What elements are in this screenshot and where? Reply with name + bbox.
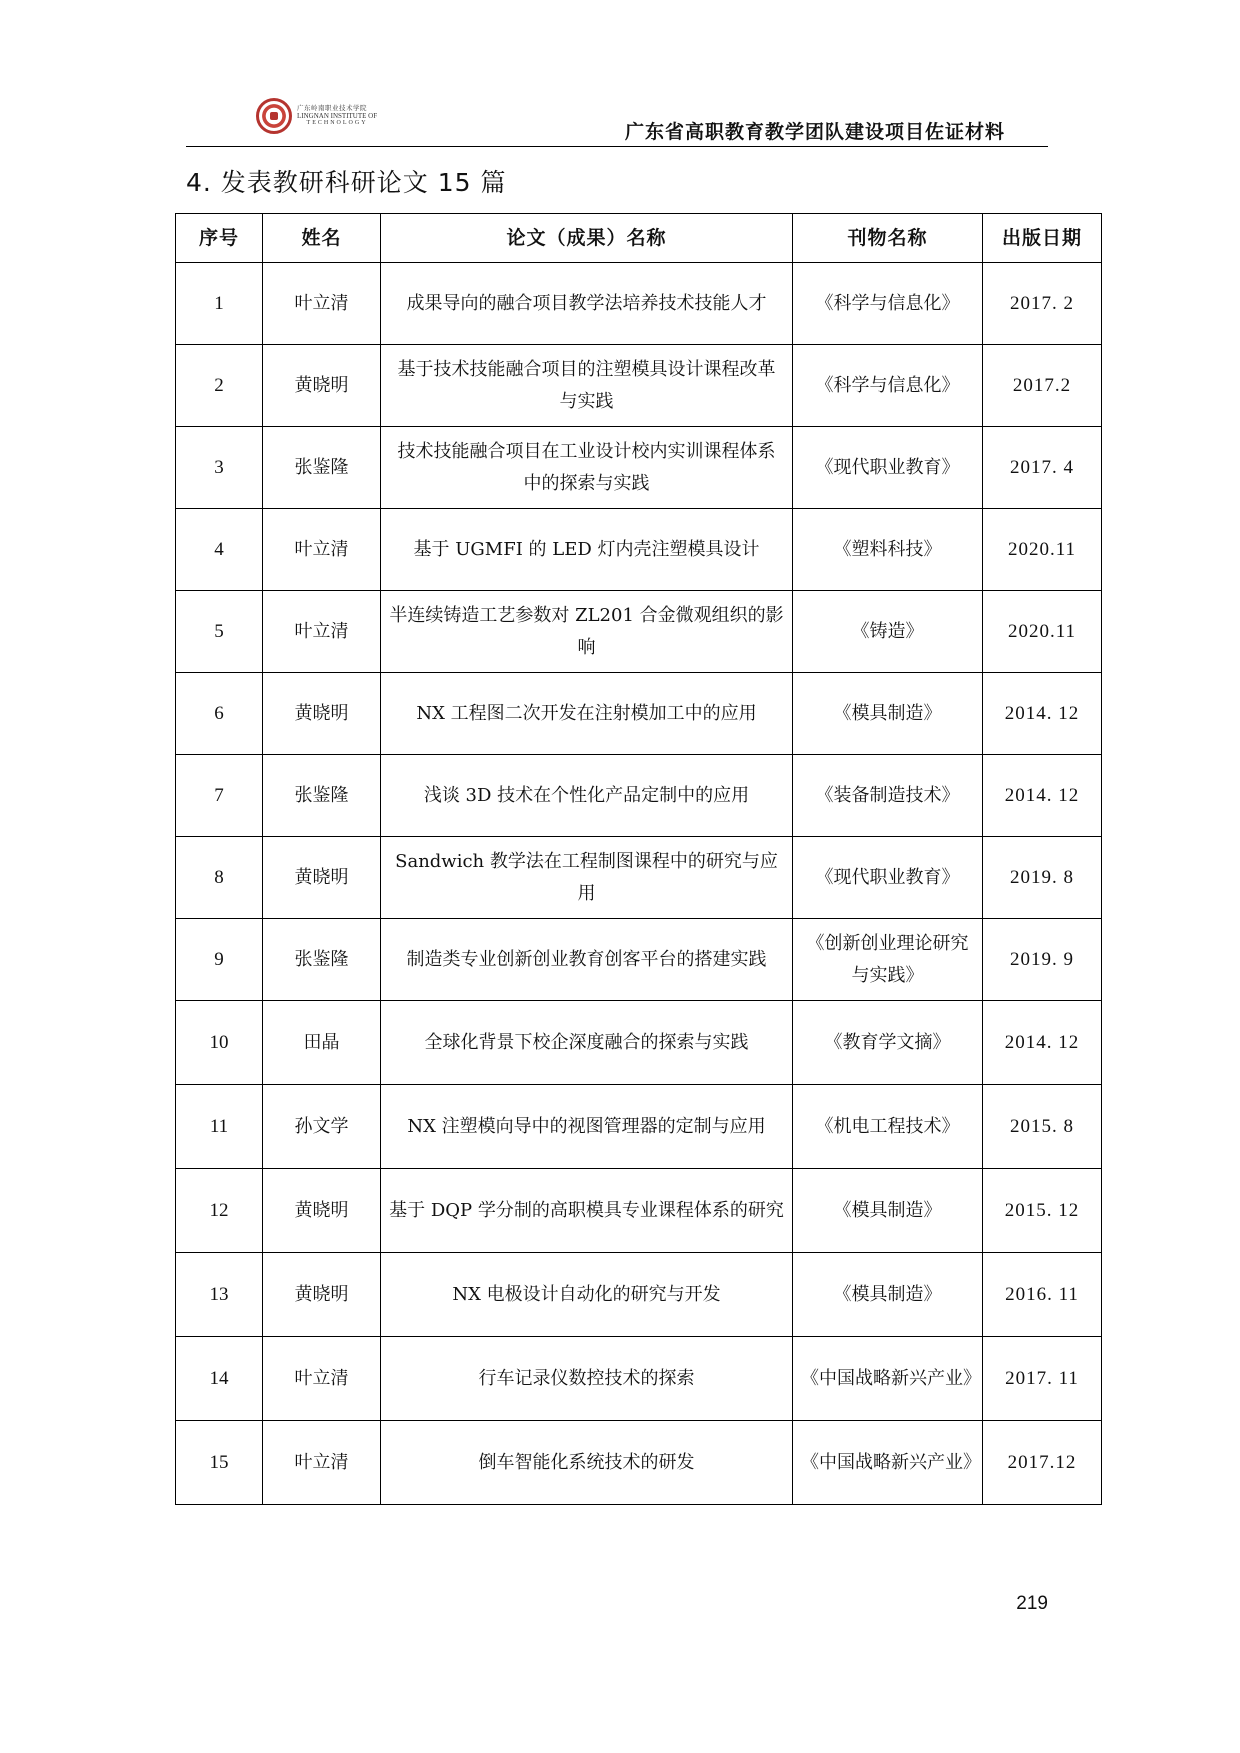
logo-cn: 广东岭南职业技术学院 bbox=[297, 104, 367, 112]
journal-name: 《现代职业教育》 bbox=[793, 427, 983, 509]
publish-date: 2017. 4 bbox=[983, 427, 1102, 509]
header-no: 序号 bbox=[176, 214, 263, 263]
journal-name: 《现代职业教育》 bbox=[793, 837, 983, 919]
header-title: 论文（成果）名称 bbox=[381, 214, 793, 263]
row-number: 15 bbox=[176, 1421, 263, 1505]
paper-title: 基于 DQP 学分制的高职模具专业课程体系的研究 bbox=[381, 1169, 793, 1253]
paper-title: NX 电极设计自动化的研究与开发 bbox=[381, 1253, 793, 1337]
paper-title: Sandwich 教学法在工程制图课程中的研究与应用 bbox=[381, 837, 793, 919]
author-name: 黄晓明 bbox=[263, 1169, 381, 1253]
author-name: 孙文学 bbox=[263, 1085, 381, 1169]
publish-date: 2014. 12 bbox=[983, 673, 1102, 755]
table-row bbox=[176, 345, 1102, 427]
paper-title: NX 注塑模向导中的视图管理器的定制与应用 bbox=[381, 1085, 793, 1169]
paper-title: 半连续铸造工艺参数对 ZL201 合金微观组织的影响 bbox=[381, 591, 793, 673]
table-row bbox=[176, 1001, 1102, 1085]
publish-date: 2017.2 bbox=[983, 345, 1102, 427]
header-name: 姓名 bbox=[263, 214, 381, 263]
publish-date: 2020.11 bbox=[983, 509, 1102, 591]
paper-title: 成果导向的融合项目教学法培养技术技能人才 bbox=[381, 263, 793, 345]
table-row bbox=[176, 755, 1102, 837]
author-name: 黄晓明 bbox=[263, 345, 381, 427]
author-name: 叶立清 bbox=[263, 591, 381, 673]
paper-title: 基于 UGMFI 的 LED 灯内壳注塑模具设计 bbox=[381, 509, 793, 591]
publish-date: 2016. 11 bbox=[983, 1253, 1102, 1337]
table-row bbox=[176, 837, 1102, 919]
table-row bbox=[176, 427, 1102, 509]
journal-name: 《模具制造》 bbox=[793, 1169, 983, 1253]
row-number: 6 bbox=[176, 673, 263, 755]
table-row bbox=[176, 509, 1102, 591]
publish-date: 2014. 12 bbox=[983, 1001, 1102, 1085]
journal-name: 《铸造》 bbox=[793, 591, 983, 673]
journal-name: 《科学与信息化》 bbox=[793, 263, 983, 345]
papers-table bbox=[175, 213, 1102, 1505]
table-row bbox=[176, 1085, 1102, 1169]
table-row bbox=[176, 1421, 1102, 1505]
paper-title: 倒车智能化系统技术的研发 bbox=[381, 1421, 793, 1505]
publish-date: 2019. 8 bbox=[983, 837, 1102, 919]
author-name: 叶立清 bbox=[263, 1421, 381, 1505]
publish-date: 2020.11 bbox=[983, 591, 1102, 673]
table-row bbox=[176, 1337, 1102, 1421]
institute-seal-icon bbox=[256, 98, 292, 134]
journal-name: 《中国战略新兴产业》 bbox=[793, 1421, 983, 1505]
paper-title: 浅谈 3D 技术在个性化产品定制中的应用 bbox=[381, 755, 793, 837]
paper-title: 技术技能融合项目在工业设计校内实训课程体系中的探索与实践 bbox=[381, 427, 793, 509]
table-row bbox=[176, 1253, 1102, 1337]
row-number: 1 bbox=[176, 263, 263, 345]
author-name: 叶立清 bbox=[263, 509, 381, 591]
publish-date: 2017.12 bbox=[983, 1421, 1102, 1505]
row-number: 13 bbox=[176, 1253, 263, 1337]
author-name: 张鉴隆 bbox=[263, 755, 381, 837]
publish-date: 2015. 12 bbox=[983, 1169, 1102, 1253]
section-title: 4. 发表教研科研论文 15 篇 bbox=[186, 168, 507, 197]
journal-name: 《机电工程技术》 bbox=[793, 1085, 983, 1169]
journal-name: 《科学与信息化》 bbox=[793, 345, 983, 427]
header-journal: 刊物名称 bbox=[793, 214, 983, 263]
author-name: 张鉴隆 bbox=[263, 919, 381, 1001]
journal-name: 《创新创业理论研究与实践》 bbox=[793, 919, 983, 1001]
table-row bbox=[176, 673, 1102, 755]
row-number: 11 bbox=[176, 1085, 263, 1169]
row-number: 5 bbox=[176, 591, 263, 673]
row-number: 4 bbox=[176, 509, 263, 591]
row-number: 3 bbox=[176, 427, 263, 509]
author-name: 张鉴隆 bbox=[263, 427, 381, 509]
author-name: 黄晓明 bbox=[263, 673, 381, 755]
journal-name: 《教育学文摘》 bbox=[793, 1001, 983, 1085]
header-date: 出版日期 bbox=[983, 214, 1102, 263]
paper-title: NX 工程图二次开发在注射模加工中的应用 bbox=[381, 673, 793, 755]
page-number: 219 bbox=[1016, 1593, 1048, 1614]
publish-date: 2019. 9 bbox=[983, 919, 1102, 1001]
journal-name: 《中国战略新兴产业》 bbox=[793, 1337, 983, 1421]
publish-date: 2014. 12 bbox=[983, 755, 1102, 837]
table-row bbox=[176, 1169, 1102, 1253]
publish-date: 2017. 2 bbox=[983, 263, 1102, 345]
paper-title: 基于技术技能融合项目的注塑模具设计课程改革与实践 bbox=[381, 345, 793, 427]
table-header-row bbox=[176, 214, 1102, 263]
paper-title: 行车记录仪数控技术的探索 bbox=[381, 1337, 793, 1421]
row-number: 8 bbox=[176, 837, 263, 919]
journal-name: 《模具制造》 bbox=[793, 1253, 983, 1337]
row-number: 2 bbox=[176, 345, 263, 427]
journal-name: 《装备制造技术》 bbox=[793, 755, 983, 837]
institute-logo bbox=[256, 96, 406, 136]
logo-text bbox=[297, 106, 377, 126]
document-header-title: 广东省高职教育教学团队建设项目佐证材料 bbox=[624, 121, 1005, 143]
row-number: 14 bbox=[176, 1337, 263, 1421]
journal-name: 《模具制造》 bbox=[793, 673, 983, 755]
table-row bbox=[176, 591, 1102, 673]
publish-date: 2015. 8 bbox=[983, 1085, 1102, 1169]
author-name: 叶立清 bbox=[263, 263, 381, 345]
table-row bbox=[176, 919, 1102, 1001]
logo-en-line1: LINGNAN INSTITUTE OF bbox=[297, 111, 378, 120]
row-number: 7 bbox=[176, 755, 263, 837]
author-name: 黄晓明 bbox=[263, 837, 381, 919]
header-divider bbox=[186, 146, 1048, 147]
paper-title: 制造类专业创新创业教育创客平台的搭建实践 bbox=[381, 919, 793, 1001]
author-name: 田晶 bbox=[263, 1001, 381, 1085]
journal-name: 《塑料科技》 bbox=[793, 509, 983, 591]
logo-en-line2: TECHNOLOGY bbox=[306, 119, 368, 126]
table-row bbox=[176, 263, 1102, 345]
row-number: 12 bbox=[176, 1169, 263, 1253]
row-number: 10 bbox=[176, 1001, 263, 1085]
paper-title: 全球化背景下校企深度融合的探索与实践 bbox=[381, 1001, 793, 1085]
publish-date: 2017. 11 bbox=[983, 1337, 1102, 1421]
author-name: 黄晓明 bbox=[263, 1253, 381, 1337]
author-name: 叶立清 bbox=[263, 1337, 381, 1421]
row-number: 9 bbox=[176, 919, 263, 1001]
